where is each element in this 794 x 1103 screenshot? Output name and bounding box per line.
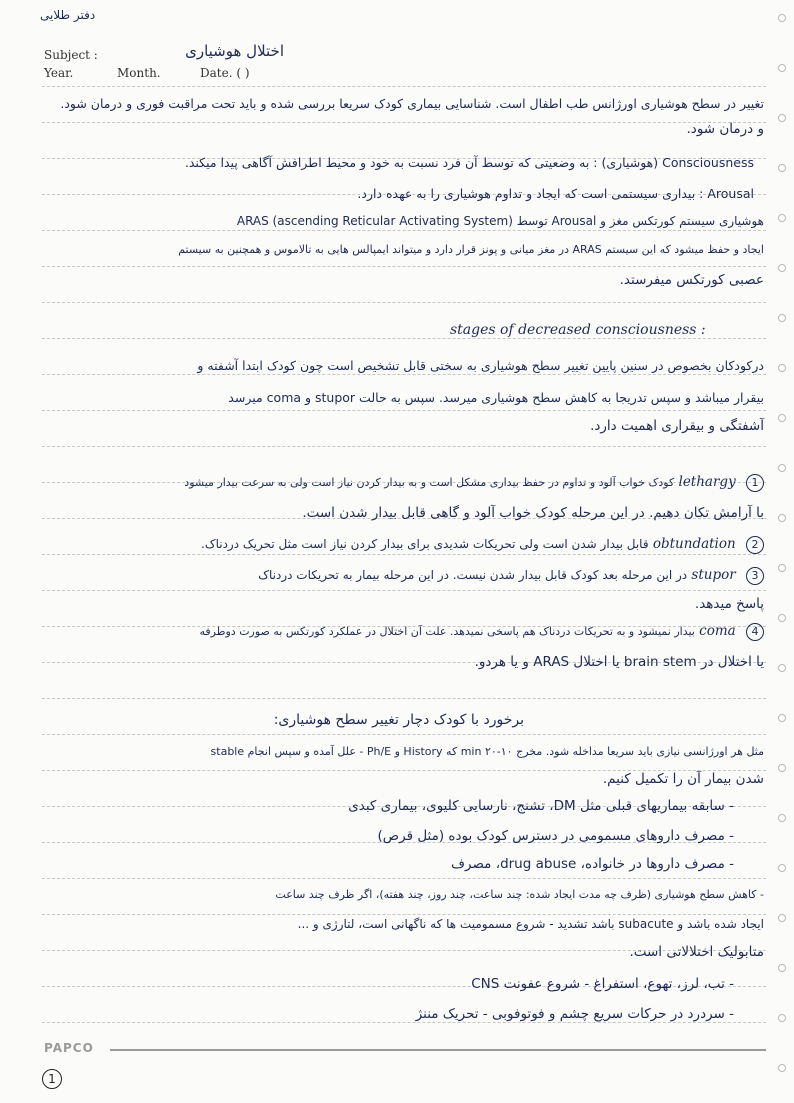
binder-hole [778, 664, 786, 672]
subject-label: Subject : [44, 48, 98, 62]
binder-hole [778, 414, 786, 422]
binder-hole [778, 914, 786, 922]
aras-line: هوشیاری سیستم کورتکس مغز و Arousal توسط ARAS (ascending Reticular Activating System) [236, 214, 764, 228]
ruled-line [42, 86, 766, 87]
stage-item-stupor [258, 567, 764, 585]
history-bullet: - کاهش سطح هوشیاری (ظرف چه مدت ایجاد شده: چند ساعت، چند روز، چند هفته)، اگر ظرف چند ساعت [275, 888, 764, 901]
ruled-line [42, 374, 766, 375]
ruled-line [42, 122, 766, 123]
arousal-definition: Arousal : بیداری سیستمی است که ایجاد و تداوم هوشیاری را به عهده دارد. [357, 186, 754, 201]
item-number: 2 [746, 536, 764, 554]
binder-hole [778, 1014, 786, 1022]
history-bullet: - سردرد در حرکات سریع چشم و فوتوفوبی - تحریک مننژ [415, 1006, 734, 1022]
ruled-line [42, 338, 766, 339]
history-bullet: - مصرف داروها در خانواده، drug abuse، مصرف [451, 856, 734, 872]
stages-paragraph: آشفتگی و بیقراری اهمیت دارد. [590, 418, 764, 434]
ruled-line [42, 266, 766, 267]
date-label: Date. ( ) [200, 66, 250, 80]
ruled-line [42, 914, 766, 915]
intro-line: و درمان شود. [686, 121, 764, 137]
binder-hole [778, 814, 786, 822]
stage-item-text: با آرامش تکان دهیم. در این مرحله کودک خواب آلود و گاهی قابل بیدار شدن است. [302, 505, 764, 521]
binder-hole [778, 14, 786, 22]
aras-line: عصبی کورتکس میفرستد. [619, 272, 764, 288]
binder-hole [778, 864, 786, 872]
subject-value: اختلال هوشیاری [185, 42, 284, 60]
item-text: در این مرحله بعد کودک قابل بیدار شدن نیست. در این مرحله بیمار به تحریکات دردناک [258, 568, 688, 582]
stage-item-coma [200, 623, 764, 641]
item-text: قابل بیدار شدن است ولی تحریکات شدیدی برای بیدار کردن نیاز است مثل تحریک دردناک. [201, 537, 649, 551]
page-number: 1 [42, 1069, 62, 1089]
approach-paragraph: مثل هر اورژانسی نیازی باید سریعا مداخله شود. مخرج ۱۰-۲۰ min که History و Ph/E - علل آمده و سپس انجام stable [210, 745, 764, 758]
ruled-line [42, 554, 766, 555]
binder-holes [778, 0, 788, 1103]
footer-line [110, 1049, 766, 1051]
history-bullet: ایجاد شده باشد و subacute باشد تشدید - شروع مسمومیت ها که ناگهانی است، لتارژی و ... [297, 917, 764, 931]
item-term: stupor [691, 567, 736, 583]
item-term: coma [699, 623, 736, 639]
binder-hole [778, 164, 786, 172]
item-number: 3 [746, 567, 764, 585]
intro-line: تغییر در سطح هوشیاری اورژانس طب اطفال است. شناسایی بیماری کودک سریعا بررسی شده و باید تحت مراقبت فوری و درمان شود. [60, 96, 764, 111]
ruled-line [42, 1022, 766, 1023]
ruled-line [42, 230, 766, 231]
stages-heading: stages of decreased consciousness : [450, 322, 706, 338]
item-number: 4 [746, 623, 764, 641]
item-term: obtundation [652, 536, 736, 552]
binder-hole [778, 464, 786, 472]
stages-paragraph: درکودکان بخصوص در سنین پایین تغییر سطح هوشیاری به سختی قابل تشخیص است چون کودک ابتدا آشفته و [197, 358, 764, 373]
stage-item-lethargy [184, 474, 764, 492]
history-bullet: - مصرف داروهای مسمومی در دسترس کودک بوده (مثل قرص) [377, 828, 734, 844]
approach-paragraph: شدن بیمار آن را تکمیل کنیم. [602, 771, 764, 787]
aras-line: ایجاد و حفظ میشود که این سیستم ARAS در مغز میانی و پونز قرار دارد و میتواند ایمپالس هایی به تالاموس و همچنین به سیستم [178, 243, 764, 256]
item-text: کودک خواب آلود و تداوم در حفظ بیداری مشکل است و به بیدار کردن نیاز است ولی به سرعت بیدار میشود [184, 476, 675, 489]
top-note: دفتر طلایی [40, 8, 96, 22]
history-bullet: - سابقه بیماریهای قبلی مثل DM، تشنج، نارسایی کلیوی، بیماری کبدی [348, 798, 734, 814]
year-label: Year. [44, 66, 74, 80]
binder-hole [778, 214, 786, 222]
binder-hole [778, 1064, 786, 1072]
stage-item-text: یا اختلال در brain stem یا اختلال ARAS و یا هردو. [474, 654, 764, 670]
binder-hole [778, 364, 786, 372]
ruled-line [42, 590, 766, 591]
stage-item-obtundation [201, 536, 764, 554]
ruled-line [42, 698, 766, 699]
item-term: lethargy [678, 474, 736, 490]
binder-hole [778, 714, 786, 722]
ruled-line [42, 878, 766, 879]
binder-hole [778, 764, 786, 772]
binder-hole [778, 264, 786, 272]
binder-hole [778, 114, 786, 122]
papco-logo: PAPCO [44, 1041, 94, 1055]
binder-hole [778, 564, 786, 572]
ruled-line [42, 734, 766, 735]
ruled-line [42, 302, 766, 303]
ruled-line [42, 410, 766, 411]
stage-item-text: پاسخ میدهد. [694, 596, 764, 612]
binder-hole [778, 64, 786, 72]
binder-hole [778, 314, 786, 322]
month-label: Month. [117, 66, 161, 80]
consciousness-definition: Consciousness (هوشیاری) : به وضعیتی که توسط آن فرد نسبت به خود و محیط اطرافش آگاهی پیدا میکند. [184, 155, 754, 170]
item-text: بیدار نمیشود و به تحریکات دردناک هم پاسخی نمیدهد. علت آن اختلال در عملکرد کورتکس به صورت دوطرفه [199, 625, 695, 638]
approach-heading: برخورد با کودک دچار تغییر سطح هوشیاری: [273, 712, 524, 728]
history-bullet: - تب، لرز، تهوع، استفراغ - شروع عفونت CNS [471, 976, 734, 992]
stages-paragraph: بیقرار میباشد و سپس تدریجا به کاهش سطح هوشیاری میرسد. سپس به حالت stupor و coma میرسد [228, 390, 764, 405]
item-number: 1 [746, 474, 764, 492]
binder-hole [778, 614, 786, 622]
binder-hole [778, 514, 786, 522]
ruled-line [42, 446, 766, 447]
binder-hole [778, 964, 786, 972]
history-bullet: متابولیک اختلالاتی است. [629, 944, 764, 960]
